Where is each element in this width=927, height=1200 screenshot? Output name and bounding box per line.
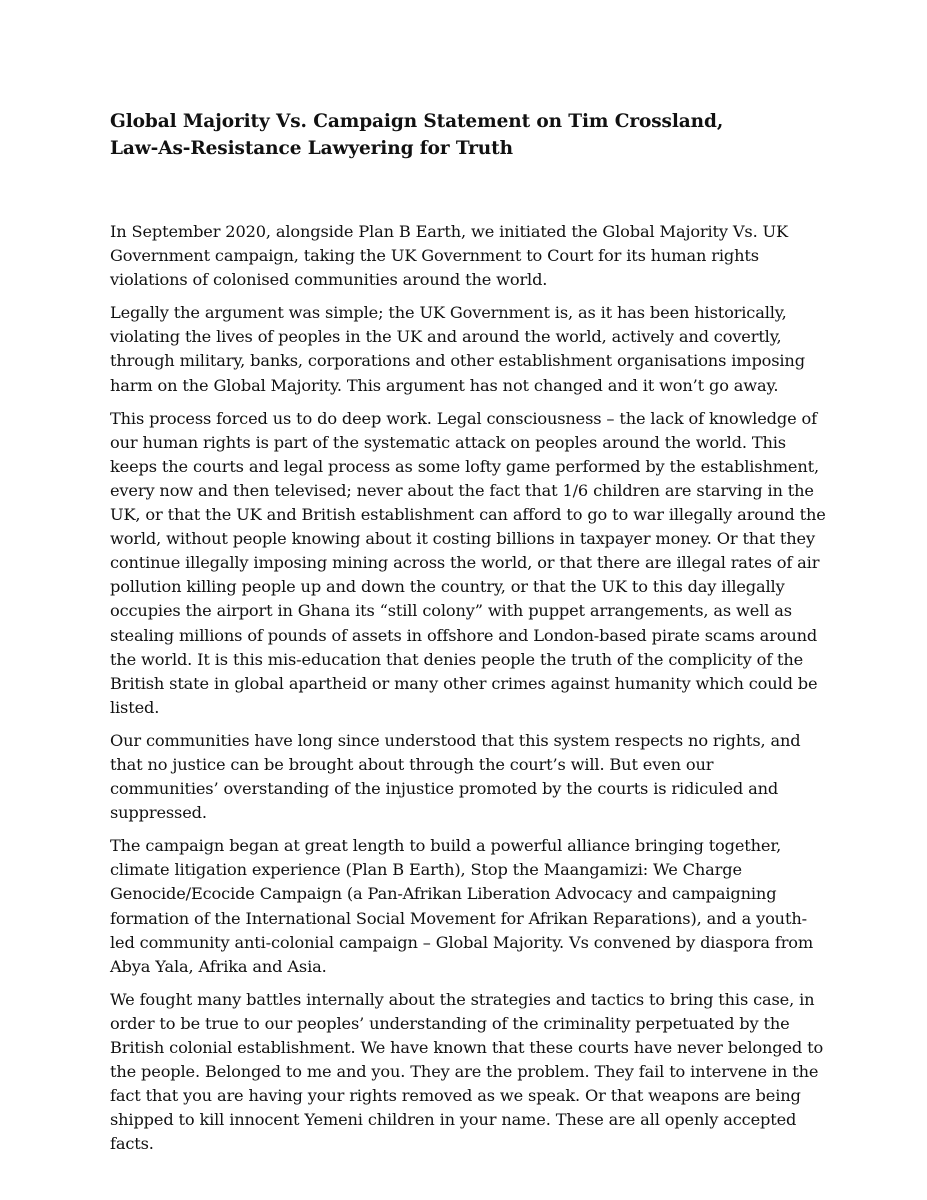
paragraph: We fought many battles internally about the strategies and tactics to bring this case, in order to be true to our peoples’ understanding of the criminality perpetuated by the British colonial establishment. We have known that these courts have never belonged to the people. Belonged to me and you. They are the problem. They fail to intervene in the fact that you are having your rights removed as we speak. Or that weapons are being shipped to kill innocent Yemeni children in your name. These are all openly accepted facts.: [110, 989, 824, 1154]
paragraph: This process forced us to do deep work. Legal consciousness – the lack of knowledge of our human rights is part of the systematic attack on peoples around the world. This keeps the courts and legal process as some lofty game performed by the establishment, every now and then televised; never about the fact that 1/6 children are starving in the UK, or that the UK and British establishment can afford to go to war illegally around the world, without people knowing about it costing billions in taxpayer money. Or that they continue illegally imposing mining across the world, or that there are illegal rates of air pollution killing people up and down the country, or that the UK to this day illegally occupies the airport in Ghana its “still colony” with puppet arrangements, as well as stealing millions of pounds of assets in offshore and London-based pirate scams around the world. It is this mis-education that denies people the truth of the complicity of the British state in global apartheid or many other crimes against humanity which could be listed.: [110, 408, 826, 717]
document-title: [110, 108, 826, 162]
paragraph: The campaign began at great length to build a powerful alliance bringing together, climate litigation experience (Plan B Earth), Stop the Maangamizi: We Charge Genocide/Ecocide Campaign (a Pan-Afrikan Liberation Advocacy and campaigning formation of the International Social Movement for Afrikan Reparations), and a youth-led community anti-colonial campaign – Global Majority. Vs convened by diaspora from Abya Yala, Afrika and Asia.: [110, 836, 814, 976]
paragraph: Our communities have long since understood that this system respects no rights, and that no justice can be brought about through the court’s will. But even our communities’ overstanding of the injustice promoted by the courts is ridiculed and suppressed.: [110, 730, 801, 823]
paragraph: In September 2020, alongside Plan B Earth, we initiated the Global Majority Vs. UK Government campaign, taking the UK Government to Court for its human rights violations of colonised communities around the world.: [110, 222, 788, 290]
document-body: [110, 220, 826, 1156]
document-page: [110, 108, 826, 1165]
title-line-2: Law-As-Resistance Lawyering for Truth: [110, 138, 513, 159]
paragraph: Legally the argument was simple; the UK Government is, as it has been historically, violating the lives of peoples in the UK and around the world, actively and covertly, through military, banks, corporations and other establishment organisations imposing harm on the Global Majority. This argument has not changed and it won’t go away.: [110, 303, 805, 395]
title-line-1: Global Majority Vs. Campaign Statement on Tim Crossland,: [110, 111, 724, 132]
